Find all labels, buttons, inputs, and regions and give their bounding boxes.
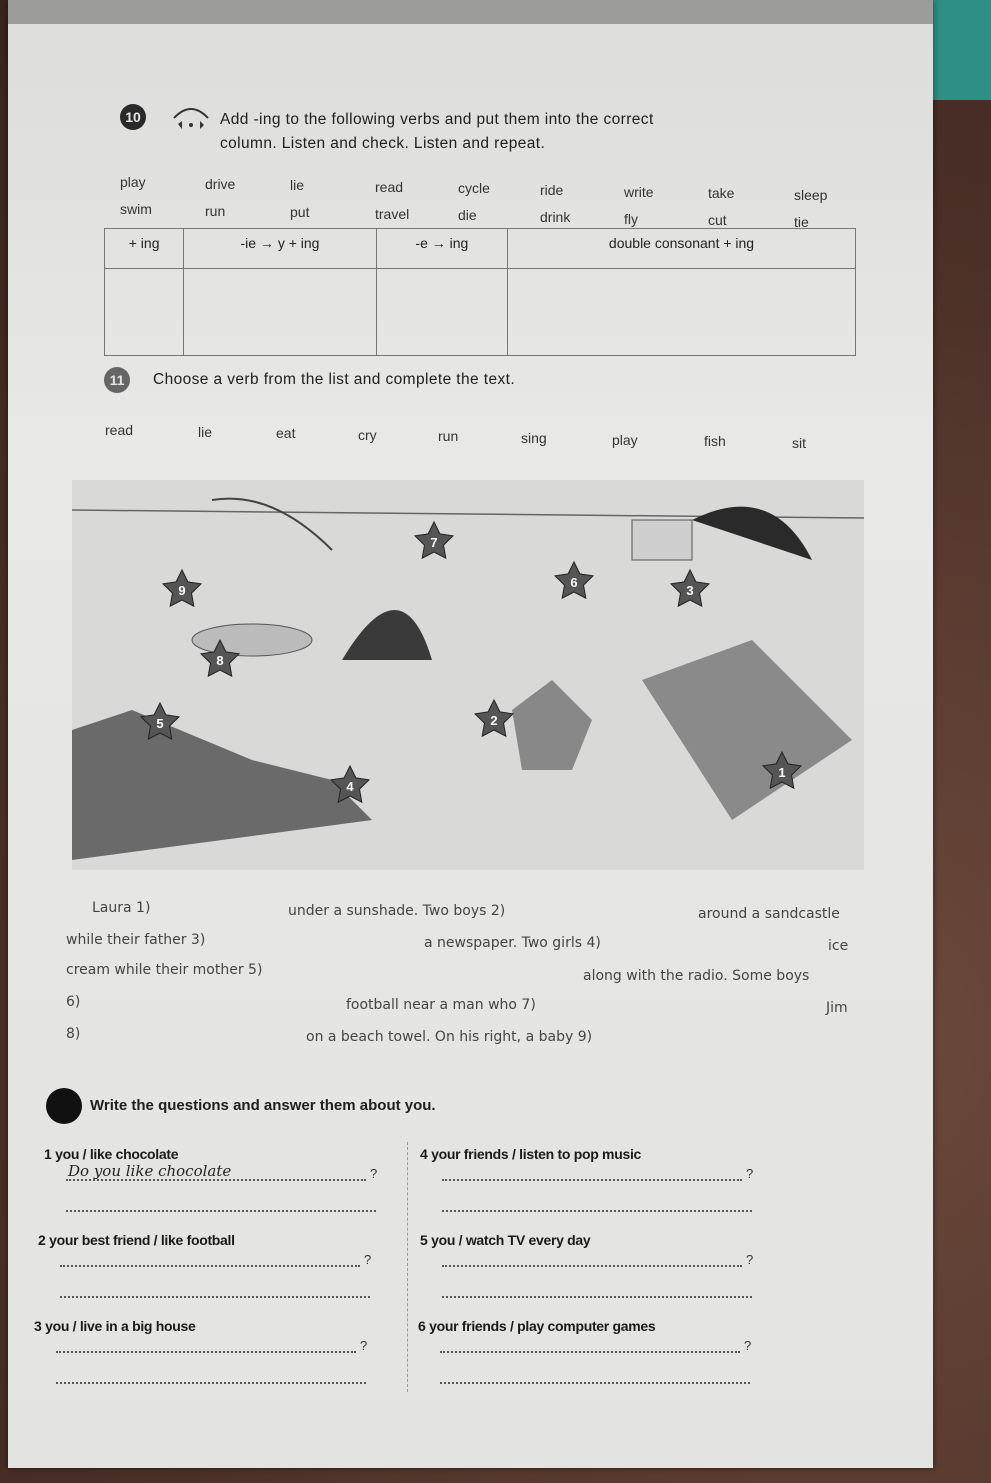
newspaper	[632, 520, 692, 560]
column-header: + ing	[105, 229, 184, 269]
star-number: 6	[570, 575, 578, 590]
text-fragment: while their father 3)	[66, 932, 206, 948]
answer-cell[interactable]	[105, 269, 184, 356]
answer-cell[interactable]	[376, 269, 507, 356]
question-mark: ?	[360, 1338, 368, 1353]
answer-line[interactable]	[56, 1382, 366, 1384]
star-number: 2	[490, 713, 498, 728]
text-fragment: 6)	[66, 994, 81, 1010]
verb-option: read	[105, 422, 134, 438]
verb-item: run	[205, 202, 226, 219]
exercise-11-number: 11	[104, 367, 130, 393]
verb-item: sleep	[794, 186, 828, 203]
answer-cell[interactable]	[508, 269, 856, 356]
verb-item: ride	[540, 182, 564, 198]
question-prompt	[44, 1146, 178, 1162]
verb-item: travel	[375, 205, 410, 222]
page-top-edge	[8, 0, 933, 24]
question-number: 5	[420, 1232, 432, 1248]
verb-item: take	[708, 185, 735, 202]
verb-item: drive	[205, 175, 236, 192]
verb-option: sing	[521, 430, 547, 446]
verb-item: fly	[624, 210, 638, 227]
verb-item: play	[120, 174, 146, 190]
ing-columns-table	[104, 228, 856, 356]
exercise-10-instruction-line1: Add -ing to the following verbs and put them into the correct	[220, 111, 654, 128]
audio-icon	[168, 98, 214, 134]
verb-option: cry	[358, 426, 377, 443]
star-number: 1	[778, 765, 786, 780]
star-number: 4	[346, 779, 354, 794]
answer-line[interactable]	[440, 1382, 750, 1384]
verb-item: cycle	[458, 180, 490, 197]
verb-option: eat	[276, 425, 296, 442]
column-header: -e → ing	[376, 229, 507, 269]
question-text: you / like chocolate	[55, 1146, 179, 1162]
question-mark: ?	[744, 1338, 752, 1353]
verb-item: tie	[794, 213, 809, 230]
star-number: 9	[178, 583, 186, 598]
star-number: 3	[686, 583, 694, 598]
exercise-11-instruction: Choose a verb from the list and complete the text.	[153, 371, 516, 388]
text-fragment: along with the radio. Some boys	[583, 968, 810, 984]
verb-option: play	[612, 431, 638, 448]
text-fragment: cream while their mother 5)	[66, 962, 263, 978]
answer-line[interactable]	[66, 1210, 376, 1212]
exercise-10-number: 10	[120, 104, 146, 130]
column-header: double consonant + ing	[508, 229, 856, 269]
question-number: 6	[418, 1318, 430, 1334]
answer-cell[interactable]	[184, 269, 377, 356]
question-text: you / live in a big house	[45, 1318, 196, 1334]
worksheet-page	[8, 0, 933, 1468]
question-text: your friends / listen to pop music	[431, 1146, 642, 1162]
question-text: your friends / play computer games	[429, 1318, 656, 1334]
text-fragment: football near a man who 7)	[346, 997, 536, 1013]
beach-scene-illustration	[72, 480, 864, 870]
verb-item: lie	[290, 177, 305, 194]
question-mark: ?	[364, 1252, 372, 1267]
star-number: 7	[430, 535, 438, 550]
verb-item: die	[458, 207, 477, 224]
question-answer-line[interactable]	[60, 1265, 360, 1267]
answer-line[interactable]	[60, 1296, 370, 1298]
text-fragment: ice	[828, 938, 849, 954]
question-answer-line[interactable]	[56, 1351, 356, 1353]
answer-line[interactable]	[442, 1210, 752, 1212]
text-fragment: Laura 1)	[92, 900, 151, 916]
exercise-12-instruction: Write the questions and answer them about you.	[90, 1097, 436, 1114]
beach-towel	[192, 624, 312, 656]
question-answer-line[interactable]	[442, 1265, 742, 1267]
question-number: 1	[44, 1146, 56, 1162]
question-prompt	[38, 1232, 235, 1248]
verb-item: put	[290, 204, 310, 221]
question-mark: ?	[746, 1166, 754, 1181]
verb-item: swim	[120, 201, 152, 217]
question-prompt	[420, 1146, 641, 1162]
text-fragment: under a sunshade. Two boys 2)	[288, 903, 506, 919]
question-number: 3	[34, 1318, 46, 1334]
verb-item: read	[375, 178, 404, 195]
question-answer-line[interactable]	[442, 1179, 742, 1181]
exercise-12-number	[46, 1088, 82, 1124]
question-prompt	[420, 1232, 590, 1248]
question-text: you / watch TV every day	[431, 1232, 591, 1248]
answer-line[interactable]	[442, 1296, 752, 1298]
text-fragment: a newspaper. Two girls 4)	[424, 935, 601, 951]
star-number: 5	[156, 716, 164, 731]
question-mark: ?	[370, 1166, 378, 1181]
text-fragment: on a beach towel. On his right, a baby 9)	[306, 1029, 593, 1045]
question-answer-line[interactable]	[440, 1351, 740, 1353]
question-number: 4	[420, 1146, 432, 1162]
verb-item: drink	[540, 209, 571, 225]
question-text: your best friend / like football	[49, 1232, 235, 1248]
verb-option: run	[438, 428, 459, 445]
exercise-10-instruction-line2: column. Listen and check. Listen and repeat.	[220, 135, 546, 152]
question-number: 2	[38, 1232, 50, 1248]
verb-item: cut	[708, 212, 727, 229]
question-prompt	[34, 1318, 196, 1334]
column-divider	[407, 1142, 408, 1392]
text-fragment: around a sandcastle	[698, 906, 840, 922]
verb-option: lie	[198, 423, 213, 440]
column-header: -ie → y + ing	[184, 229, 377, 269]
verb-option: sit	[792, 434, 806, 451]
star-number: 8	[216, 653, 224, 668]
text-fragment: Jim	[826, 1000, 848, 1016]
handwritten-answer: Do you like chocolate	[68, 1162, 232, 1180]
question-mark: ?	[746, 1252, 754, 1267]
question-prompt	[418, 1318, 655, 1334]
verb-item: write	[624, 183, 654, 200]
text-fragment: 8)	[66, 1026, 81, 1042]
verb-option: fish	[704, 433, 726, 450]
